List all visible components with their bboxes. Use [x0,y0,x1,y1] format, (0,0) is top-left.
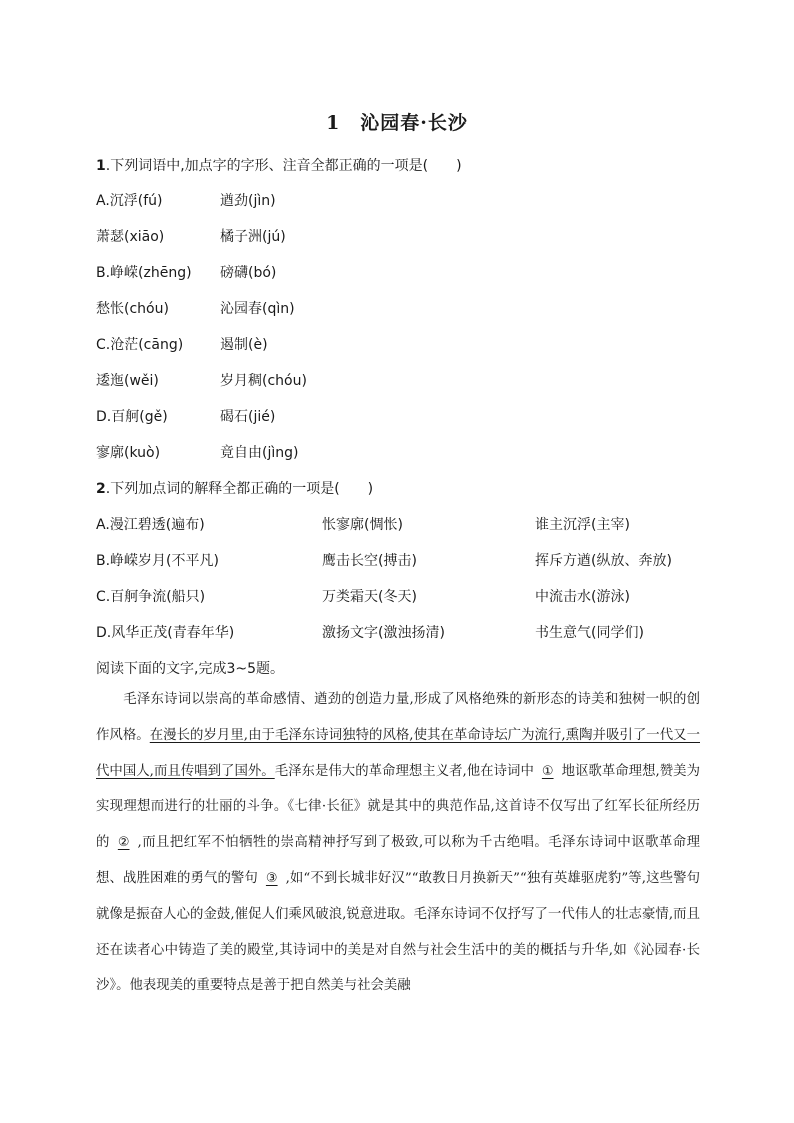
q1-option-c-word1: C.沧茫(cāng) [96,337,184,353]
q1-option-d-word1: D.百舸(gě) [96,409,168,425]
passage-segment-6: ,如“不到长城非好汉”“敢教日月换新天”“独有英雄驱虎豹”等,这些警句就像是振奋人心的金鼓,催促人们乘风破浪,锐意进取。毛泽东诗词不仅抒写了一代伟人的壮志豪情,而且还在读者心中铸造了美的殿堂,其诗词中的美是对自然与社会生活中的美的概括与升华,如《沁园春·长沙》。他表现美的重要特点是善于把自然美与社会美融 [96,870,700,994]
question-2-number: 2 [96,481,106,497]
passage-sentence-1: 毛泽东诗词以崇高的革命感情、遒劲的创造力量,形成了风格绝殊的新形态的诗美和独树一帜的创作风格。 [96,692,700,743]
page-title: 1 沁园春·长沙 [326,112,468,134]
reading-intro: 阅读下面的文字,完成3~5题。 [96,661,284,677]
q1-option-a-word2: 遒劲(jìn) [220,193,276,209]
blank-2: ② [117,835,130,851]
question-2 [96,478,373,498]
q1-option-b-word4: 沁园春(qìn) [220,301,295,317]
question-1 [96,155,462,175]
q2-option-d-1: D.风华正茂(青春年华) [96,625,235,641]
passage-segment-4: 地讴歌革命理想,赞美为实现理想而进行的壮丽的斗争。《七律·长征》就是其中的典范作品,这首诗不仅写出了红军长征所经历的 [96,763,700,851]
blank-3: ③ [265,870,278,886]
passage-underlined-sentence: 在漫长的岁月里,由于毛泽东诗词独特的风格,使其在革命诗坛广为流行,熏陶并吸引了一代又一代中国人,而且传唱到了国外。 [96,727,700,779]
q2-option-c-3: 中流击水(游泳) [535,589,630,605]
q1-option-a-word4: 橘子洲(jú) [220,229,286,245]
q1-option-b-word2: 磅礴(bó) [220,265,277,281]
passage-segment-5: ,而且把红军不怕牺牲的崇高精神抒写到了极致,可以称为千古绝唱。毛泽东诗词中讴歌革命理想、战胜困难的勇气的警句 [96,835,700,886]
passage-segment-3: 毛泽东是伟大的革命理想主义者,他在诗词中 [274,763,534,779]
q1-option-c-word3: 逶迤(wěi) [96,373,159,389]
q2-option-d-3: 书生意气(同学们) [535,625,644,641]
question-1-text: .下列词语中,加点字的字形、注音全都正确的一项是( ) [105,158,462,174]
q1-option-d-word2: 碣石(jié) [220,409,276,425]
q1-option-c-word4: 岁月稠(chóu) [220,373,307,389]
q1-option-b-word1: B.峥嵘(zhēng) [96,265,192,281]
blank-1: ① [541,763,554,779]
q2-option-c-2: 万类霜天(冬天) [322,589,417,605]
question-2-text: .下列加点词的解释全都正确的一项是( ) [105,481,374,497]
q1-option-d-word3: 寥廓(kuò) [96,445,161,461]
question-1-number: 1 [96,158,106,174]
q1-option-c-word2: 遏制(è) [220,337,268,353]
q1-option-d-word4: 竟自由(jìng) [220,445,299,461]
q2-option-a-3: 谁主沉浮(主宰) [535,517,630,533]
reading-passage [96,682,700,1004]
q1-option-a-word3: 萧瑟(xiāo) [96,229,165,245]
q2-option-c-1: C.百舸争流(船只) [96,589,206,605]
q2-option-b-3: 挥斥方遒(纵放、奔放) [535,553,672,569]
q2-option-d-2: 激扬文字(激浊扬清) [322,625,445,641]
q2-option-a-2: 怅寥廓(惆怅) [322,517,403,533]
q2-option-a-1: A.漫江碧透(遍布) [96,517,205,533]
q2-option-b-2: 鹰击长空(搏击) [322,553,417,569]
q2-option-b-1: B.峥嵘岁月(不平凡) [96,553,219,569]
q1-option-a-word1: A.沉浮(fú) [96,193,163,209]
q1-option-b-word3: 愁怅(chóu) [96,301,169,317]
